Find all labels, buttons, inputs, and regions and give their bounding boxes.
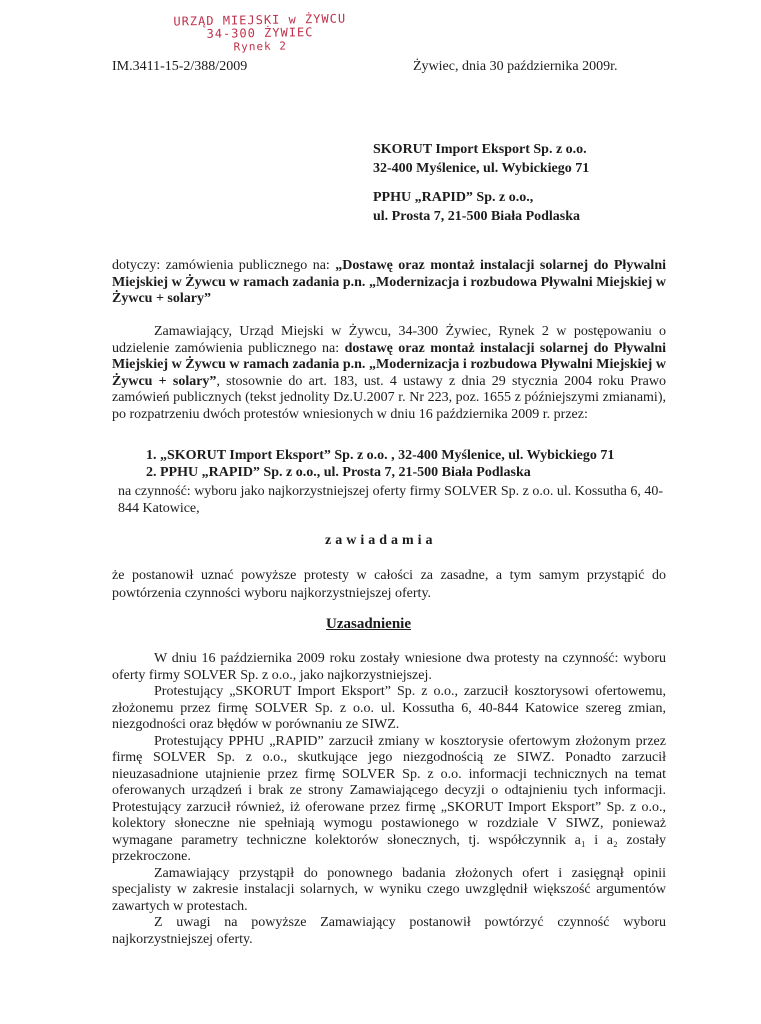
protest-object: na czynność: wyboru jako najkorzystniejszej oferty firmy SOLVER Sp. z o.o. ul. Kossutha 6, 40-844 Katowice, (118, 484, 664, 516)
intro-bold: dostawę oraz montaż instalacji solarnej do Pływalni Miejskiej w Żywcu w ramach zadania p.n. „Modernizacja i rozbudowa Pływalni Miejskiej w Żywcu + solary” (112, 340, 667, 389)
subject-line (112, 258, 666, 308)
intro-paragraph (112, 324, 666, 423)
justification-body (112, 651, 666, 948)
stamp-line-2: 34-300 ŻYWIEC (206, 25, 314, 41)
justification-paragraph: Protestujący „SKORUT Import Eksport” Sp. z o.o., zarzucił kosztorysowi ofertowemu, złożonemu przez firmę SOLVER Sp. z o.o. ul. Kossutha 6, 40-844 Katowice szereg zmian, niezgodności oraz błędów w porównaniu ze SIWZ. (112, 684, 666, 732)
decision-text: że postanowił uznać powyższe protesty w całości za zasadne, a tym samym przystąpić do powtórzenia czynności wyboru najkorzystniejszej oferty. (112, 568, 666, 601)
addressee-address: ul. Prosta 7, 21-500 Biała Podlaska (373, 209, 581, 224)
addressee-2 (373, 188, 580, 226)
stamp-line-3: Rynek 2 (233, 39, 288, 54)
stamp-line-1: URZĄD MIEJSKI w ŻYWCU (173, 11, 347, 29)
addressee-address: 32-400 Myślenice, ul. Wybickiego 71 (373, 161, 590, 176)
protesters-list (146, 447, 614, 481)
justification-paragraph: W dniu 16 października 2009 roku zostały wniesione dwa protesty na czynność: wyboru oferty firmy SOLVER Sp. z o.o., jako najkorzystniejszej. (112, 651, 666, 683)
justification-paragraph: Z uwagi na powyższe Zamawiający postanowił powtórzyć czynność wyboru najkorzystniejszej oferty. (112, 915, 666, 947)
subject-title: „Dostawę oraz montaż instalacji solarnej do Pływalni Miejskiej w Żywcu w ramach zadania p.n. „Modernizacja i rozbudowa Pływalni Miejskiej w Żywcu + solary” (112, 258, 666, 306)
decision-paragraph (112, 567, 666, 603)
addressee-name: PPHU „RAPID” Sp. z o.o., (373, 190, 534, 205)
justification-paragraph: Protestujący PPHU „RAPID” zarzucił zmiany w kosztorysie ofertowym złożonym przez firmę SOLVER Sp. z o.o., skutkujące jego niezgodnością ze SIWZ. Ponadto zarzucił nieuzasadnione utajnienie przez firmę SOLVER Sp. z o.o. informacji technicznych na temat oferowanych urządzeń i brak ze strony Zamawiającego decyzji o odtajnieniu tych informacji. Protestujący zarzucił również, iż oferowane przez firmę „SKORUT Import Eksport” Sp. z o.o., kolektory słoneczne nie spełniają wymogu postawionego w rozdziale V SIWZ, ponieważ wymagane parametry techniczne kolektorów słonecznych, tj. współczynnik a₁ i a₂ zostały przekroczone. (112, 733, 666, 864)
office-stamp (160, 12, 361, 54)
intro-part-2: , stosownie do art. 183, ust. 4 ustawy z dnia 29 stycznia 2004 roku Prawo zamówień publicznych (tekst jednolity Dz.U.2007 r. Nr 223, poz. 1655 z późniejszymi zmianami), po rozpatrzeniu dwóch protestów wniesionych w dniu 16 października 2009 r. przez: (112, 373, 666, 422)
notifies-word: zawiadamia (325, 533, 437, 548)
addressee-1 (373, 140, 589, 178)
addressee-name: SKORUT Import Eksport Sp. z o.o. (373, 142, 587, 157)
protester-item: 2. PPHU „RAPID” Sp. z o.o., ul. Prosta 7, 21-500 Biała Podlaska (146, 465, 531, 480)
protester-item: 1. „SKORUT Import Eksport” Sp. z o.o. , 32-400 Myślenice, ul. Wybickiego 71 (146, 448, 615, 463)
intro-part-1: Zamawiający, Urząd Miejski w Żywcu, 34-300 Żywiec, Rynek 2 w postępowaniu o udzielenie zamówienia publicznego na: (112, 324, 666, 356)
date-line: Żywiec, dnia 30 października 2009r. (413, 59, 618, 74)
justification-heading: Uzasadnienie (326, 616, 412, 632)
subject-prefix: dotyczy: zamówienia publicznego na: (112, 258, 336, 273)
reference-number: IM.3411-15-2/388/2009 (112, 59, 248, 74)
justification-paragraph: Zamawiający przystąpił do ponownego badania złożonych ofert i zasięgnął opinii specjalisty w zakresie instalacji solarnych, w wyniku czego uwzględnił większość argumentów zawartych w protestach. (112, 865, 666, 914)
